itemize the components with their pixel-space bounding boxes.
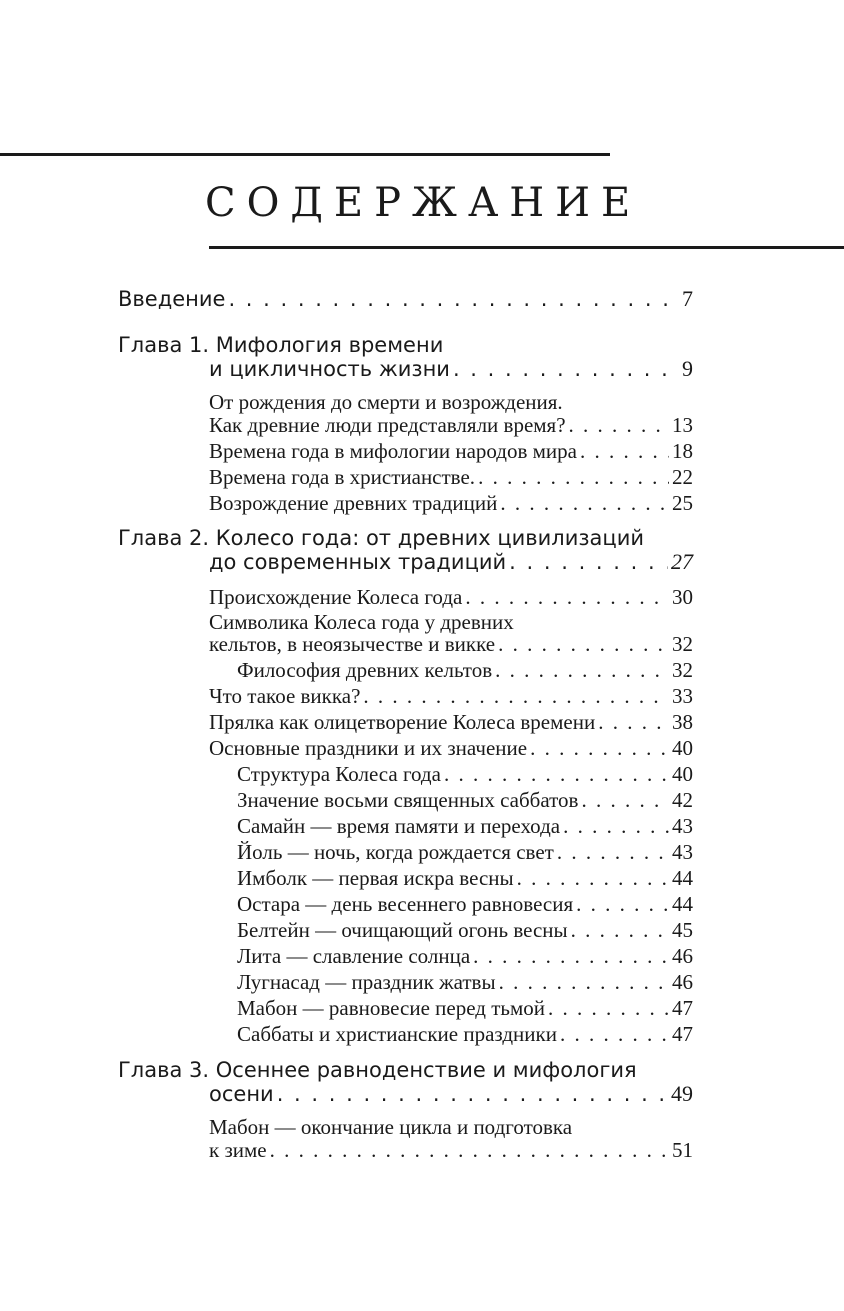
toc-entry-label: Мабон — равновесие перед тьмой [237,996,545,1020]
leader-dots [363,684,669,709]
toc-entry[interactable] [209,465,693,490]
toc-entry-label: кельтов, в неоязычестве и викке [209,632,496,656]
leader-dots [500,491,669,516]
toc-entry-line1[interactable]: Мабон — окончание цикла и подготовка [209,1115,573,1139]
toc-entry-line1[interactable]: От рождения до смерти и возрождения. [209,390,563,414]
toc-entry-page: 45 [672,918,693,942]
leader-dots [473,944,669,969]
chapter-title-line1: Колесо года: от древних цивилизаций [215,526,644,550]
toc-entry-label: Значение восьми священных саббатов [237,788,579,812]
toc-entry-nested[interactable] [237,892,693,917]
toc-entry[interactable] [209,439,693,464]
leader-dots [576,892,669,917]
chapter-title-line1: Мифология времени [215,333,444,357]
chapter-title-line2: до современных традиций [209,550,507,574]
toc-entry-label: Структура Колеса года [237,762,441,786]
toc-entry-label: Самайн — время памяти и перехода [237,814,561,838]
toc-entry-label: Основные праздники и их значение [209,736,528,760]
page-title: СОДЕРЖАНИЕ [205,180,642,226]
toc-entry-page: 42 [672,788,693,812]
leader-dots [563,814,669,839]
toc-entry-label: Имболк — первая искра весны [237,866,514,890]
toc-entry-label: Времена года в христианстве. [209,465,476,489]
leader-dots [228,287,679,311]
toc-entry-label: Прялка как олицетворение Колеса времени [209,710,596,734]
leader-dots [453,357,679,381]
toc-entry-nested[interactable] [237,970,693,995]
toc-entry-label: Возрождение древних традиций [209,491,498,515]
leader-dots [569,413,669,438]
chapter-3-heading-line2[interactable] [209,1081,693,1107]
chapter-1-heading[interactable] [118,333,443,357]
toc-entry-nested[interactable] [237,918,693,943]
toc-entry[interactable] [209,1138,693,1163]
toc-entry-page: 47 [672,996,693,1020]
toc-entry[interactable] [209,710,693,735]
leader-dots [580,439,669,464]
leader-dots [498,632,669,657]
leader-dots [478,465,669,490]
toc-entry-line1[interactable]: Символика Колеса года у древних [209,610,514,634]
toc-entry-page: 43 [672,840,693,864]
chapter-1-heading-line2[interactable] [209,356,693,382]
toc-entry-page: 44 [672,866,693,890]
leader-dots [557,840,669,865]
toc-entry-intro[interactable] [118,286,693,312]
toc-entry-nested[interactable] [237,944,693,969]
toc-entry-page: 33 [672,684,693,708]
leader-dots [277,1082,668,1106]
toc-entry-nested[interactable] [237,1022,693,1047]
toc-entry-label: Белтейн — очищающий огонь весны [237,918,568,942]
leader-dots [270,1138,669,1163]
toc-entry-nested[interactable] [237,788,693,813]
toc-entry-page: 22 [672,465,693,489]
leader-dots [495,658,669,683]
toc-entry-nested[interactable] [237,658,693,683]
title-rule [209,246,844,249]
toc-entry-page: 43 [672,814,693,838]
toc-entry[interactable] [209,413,693,438]
leader-dots [444,762,669,787]
leader-dots [509,550,668,574]
toc-entry-page: 40 [672,762,693,786]
toc-entry[interactable] [209,585,693,610]
toc-entry-nested[interactable] [237,996,693,1021]
leader-dots [571,918,669,943]
chapter-title-line1: Осеннее равноденствие и мифология [215,1058,637,1082]
toc-entry-nested[interactable] [237,866,693,891]
toc-entry-page: 27 [671,549,693,574]
toc-entry-label: Времена года в мифологии народов мира [209,439,577,463]
leader-dots [465,585,669,610]
chapter-prefix: Глава 1. [118,333,210,357]
toc-entry-label: к зиме [209,1138,267,1162]
leader-dots [560,1022,669,1047]
toc-entry-page: 40 [672,736,693,760]
chapter-title-line2: осени [209,1082,274,1106]
toc-entry-page: 13 [672,413,693,437]
toc-entry-label: Как древние люди представляли время? [209,413,566,437]
toc-entry-label: Йоль — ночь, когда рождается свет [237,840,554,864]
toc-entry-page: 51 [672,1138,693,1162]
leader-dots [548,996,669,1021]
toc-entry-page: 44 [672,892,693,916]
chapter-3-heading[interactable] [118,1058,637,1082]
toc-entry-page: 47 [672,1022,693,1046]
toc-entry-label: Лугнасад — праздник жатвы [237,970,496,994]
leader-dots [517,866,669,891]
toc-entry-page: 32 [672,632,693,656]
toc-entry[interactable] [209,632,693,657]
toc-entry-nested[interactable] [237,840,693,865]
toc-entry-page: 46 [672,970,693,994]
leader-dots [499,970,669,995]
toc-entry-page: 32 [672,658,693,682]
toc-entry[interactable] [209,736,693,761]
chapter-title-line2: и цикличность жизни [209,357,450,381]
leader-dots [530,736,669,761]
toc-entry-label: Происхождение Колеса года [209,585,463,609]
toc-entry-page: 49 [671,1081,693,1106]
toc-entry-label: Лита — славление солнца [237,944,471,968]
toc-entry-label: Саббаты и христианские праздники [237,1022,557,1046]
leader-dots [581,788,669,813]
toc-entry-label: Остара — день весеннего равновесия [237,892,574,916]
top-rule [0,153,610,156]
toc-entry-page: 38 [672,710,693,734]
leader-dots [598,710,669,735]
toc-entry-page: 30 [672,585,693,609]
toc-entry-page: 9 [682,356,693,381]
toc-entry-page: 25 [672,491,693,515]
toc-entry-page: 46 [672,944,693,968]
toc-entry-label: Что такое викка? [209,684,361,708]
toc-entry[interactable] [209,684,693,709]
chapter-prefix: Глава 2. [118,526,210,550]
toc-entry[interactable] [209,491,693,516]
toc-entry-nested[interactable] [237,762,693,787]
toc-entry-nested[interactable] [237,814,693,839]
toc-entry-page: 7 [682,286,693,311]
chapter-2-heading-line2[interactable] [209,549,693,575]
toc-entry-label: Философия древних кельтов [237,658,493,682]
chapter-prefix: Глава 3. [118,1058,210,1082]
toc-entry-label: Введение [118,287,226,311]
toc-entry-page: 18 [672,439,693,463]
chapter-2-heading[interactable] [118,526,644,550]
